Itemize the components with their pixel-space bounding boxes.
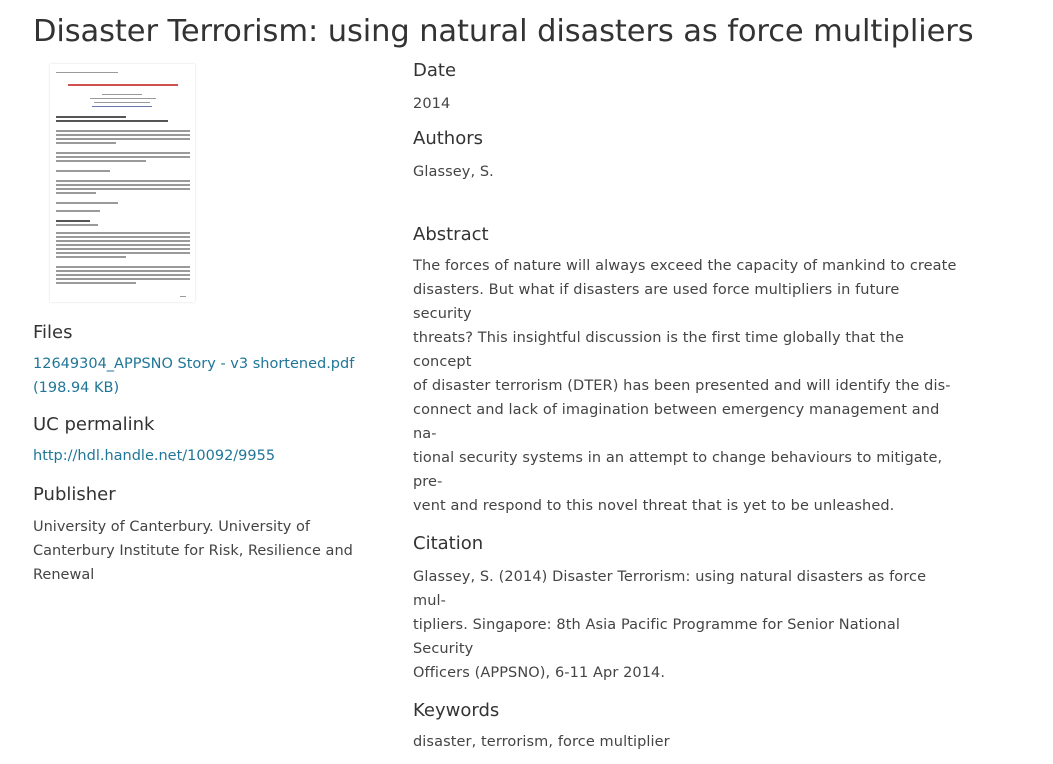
file-download-link[interactable]: [33, 352, 383, 400]
authors-value: Glassey, S.: [413, 164, 494, 180]
permalink-heading: UC permalink: [33, 414, 155, 435]
publisher-line: Renewal: [33, 567, 95, 583]
authors-heading: Authors: [413, 128, 483, 149]
date-value: 2014: [413, 96, 451, 112]
citation-line: tipliers. Singapore: 8th Asia Pacific Programme for Senior National Security: [413, 617, 900, 657]
abstract-section: [413, 222, 958, 518]
publisher-heading: Publisher: [33, 484, 116, 505]
page-title: Disaster Terrorism: using natural disasters as force multipliers: [33, 14, 974, 49]
pdf-preview-thumbnail-icon[interactable]: [50, 64, 195, 302]
keywords-section: [413, 698, 958, 754]
abstract-line: connect and lack of imagination between emergency management and na-: [413, 402, 940, 442]
abstract-heading: Abstract: [413, 224, 489, 245]
right-column: [413, 58, 958, 764]
citation-section: [413, 531, 958, 685]
publisher-line: University of Canterbury. University of: [33, 519, 310, 535]
abstract-line: vent and respond to this novel threat that is yet to be unleashed.: [413, 498, 895, 514]
publisher-line: Canterbury Institute for Risk, Resilience and: [33, 543, 353, 559]
abstract-line: The forces of nature will always exceed the capacity of mankind to create: [413, 258, 957, 274]
keywords-heading: Keywords: [413, 700, 500, 721]
keywords-value: disaster, terrorism, force multiplier: [413, 734, 670, 750]
left-column: [33, 320, 383, 597]
abstract-line: threats? This insightful discussion is the first time globally that the concept: [413, 330, 904, 370]
citation-heading: Citation: [413, 533, 484, 554]
permalink-section: [33, 412, 383, 468]
file-name[interactable]: 12649304_APPSNO Story - v3 shortened.pdf: [33, 356, 355, 372]
abstract-line: of disaster terrorism (DTER) has been presented and will identify the dis-: [413, 378, 951, 394]
authors-section: [413, 126, 958, 184]
abstract-line: disasters. But what if disasters are used force multipliers in future security: [413, 282, 900, 322]
publisher-section: [33, 482, 383, 587]
date-section: [413, 58, 958, 116]
citation-line: Officers (APPSNO), 6-11 Apr 2014.: [413, 665, 666, 681]
files-section: [33, 320, 383, 400]
date-heading: Date: [413, 60, 457, 81]
file-size[interactable]: (198.94 KB): [33, 380, 120, 396]
abstract-line: tional security systems in an attempt to change behaviours to mitigate, pre-: [413, 450, 943, 490]
permalink-link[interactable]: http://hdl.handle.net/10092/9955: [33, 448, 276, 464]
citation-line: Glassey, S. (2014) Disaster Terrorism: using natural disasters as force mul-: [413, 569, 927, 609]
files-heading: Files: [33, 322, 73, 343]
